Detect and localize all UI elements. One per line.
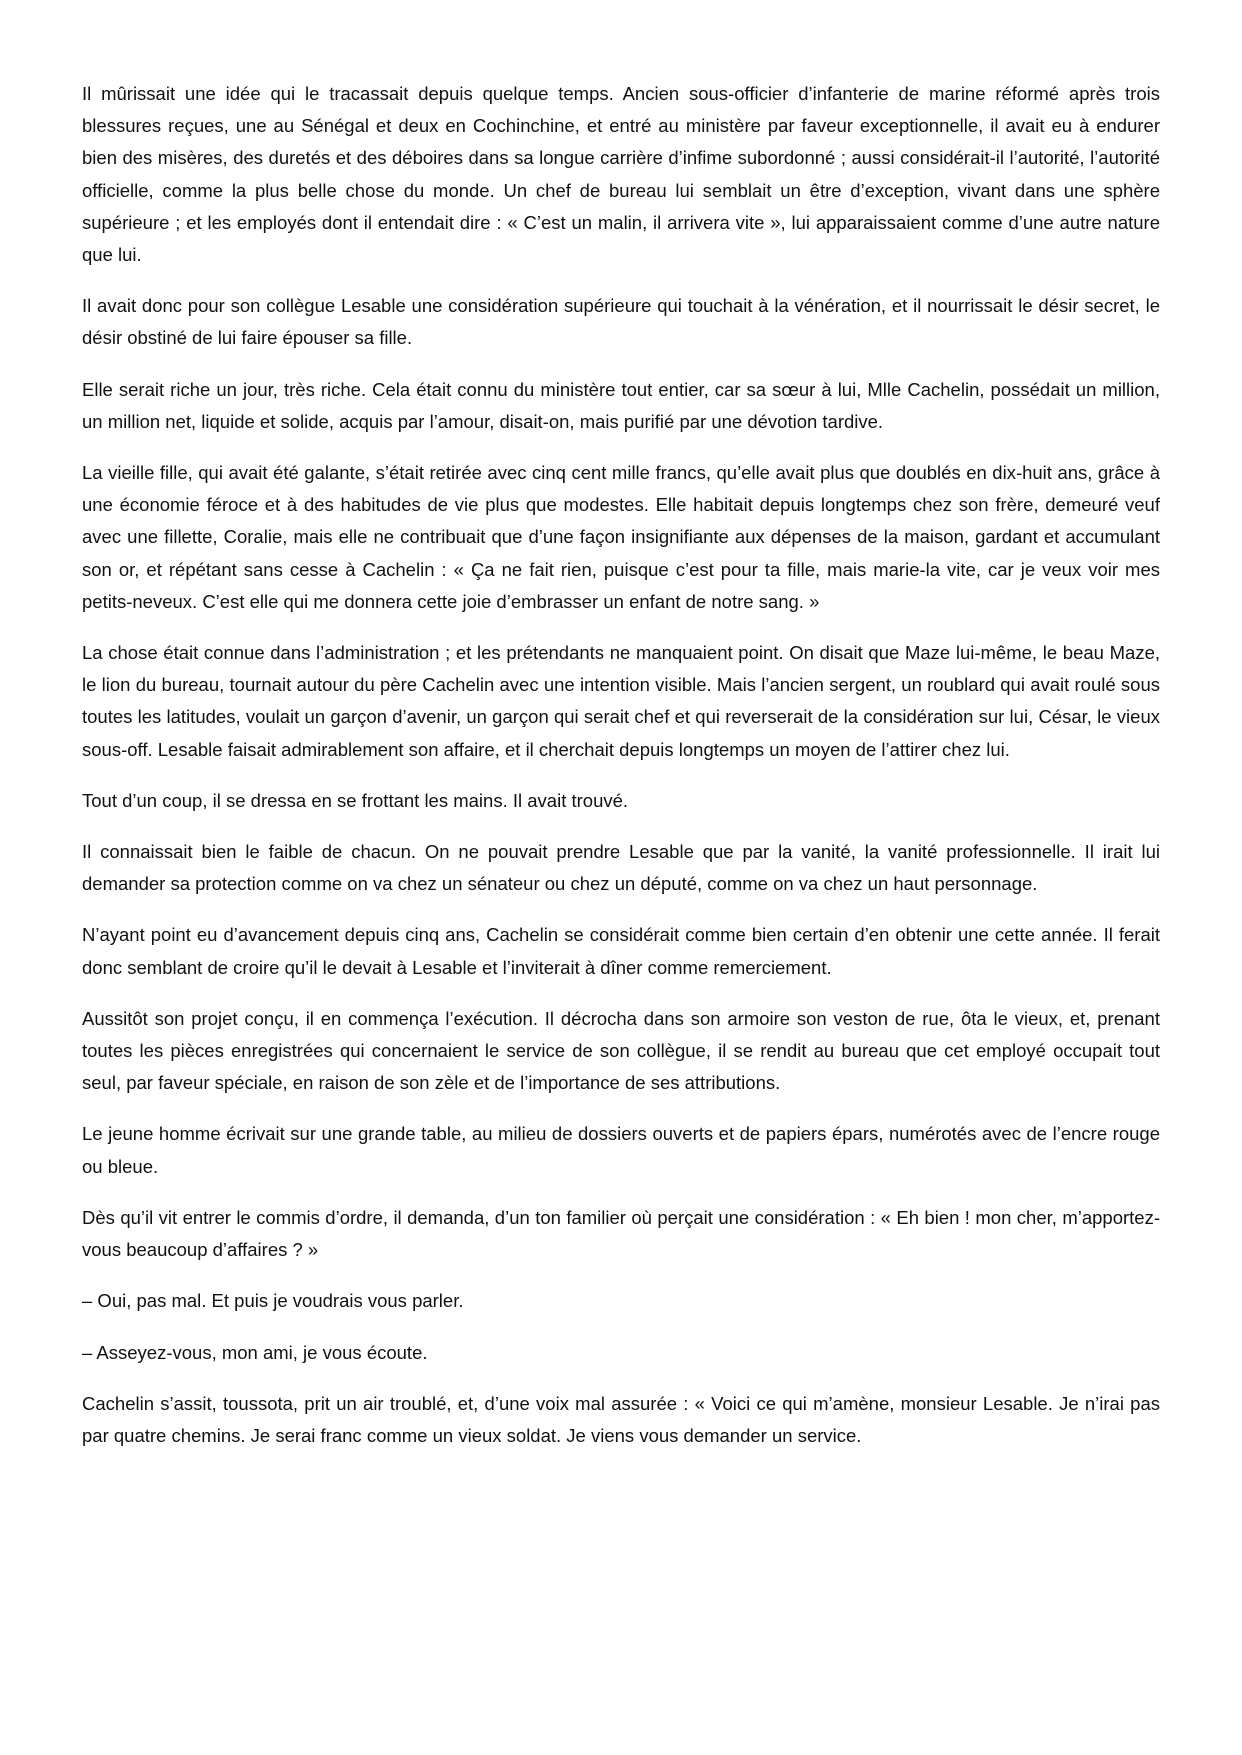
paragraph: N’ayant point eu d’avancement depuis cinq ans, Cachelin se considérait comme bien certain d’en obtenir une cette année. Il ferait donc semblant de croire qu’il le devait à Lesable et l’inviterait à dîner comme remerciement. [82,924,1160,978]
document-page [82,78,1160,1471]
paragraph: Elle serait riche un jour, très riche. Cela était connu du ministère tout entier, car sa sœur à lui, Mlle Cachelin, possédait un million, un million net, liquide et solide, acquis par l’amour, disait-on, mais purifié par une dévotion tardive. [82,378,1160,432]
dialogue-line: – Asseyez-vous, mon ami, je vous écoute. [82,1341,428,1363]
paragraph: Il avait donc pour son collègue Lesable une considération supérieure qui touchait à la vénération, et il nourrissait le désir secret, le désir obstiné de lui faire épouser sa fille. [82,295,1160,349]
paragraph: Le jeune homme écrivait sur une grande table, au milieu de dossiers ouverts et de papiers épars, numérotés avec de l’encre rouge ou bleue. [82,1123,1160,1177]
paragraph: Il mûrissait une idée qui le tracassait depuis quelque temps. Ancien sous-officier d’infanterie de marine réformé après trois blessures reçues, une au Sénégal et deux en Cochinchine, et entré au ministère par faveur exceptionnelle, il avait eu à endurer bien des misères, des duretés et des déboires dans sa longue carrière d’infime subordonné ; aussi considérait-il l’autorité, l’autorité officielle, comme la plus belle chose du monde. Un chef de bureau lui semblait un être d’exception, vivant dans une sphère supérieure ; et les employés dont il entendait dire : « C’est un malin, il arrivera vite », lui apparaissaient comme d’une autre nature que lui. [82,83,1160,266]
paragraph: Dès qu’il vit entrer le commis d’ordre, il demanda, d’un ton familier où perçait une considération : « Eh bien ! mon cher, m’apportez-vous beaucoup d’affaires ? » [82,1206,1160,1261]
paragraph: Aussitôt son projet conçu, il en commença l’exécution. Il décrocha dans son armoire son veston de rue, ôta le vieux, et, prenant toutes les pièces enregistrées qui concernaient le service de son collègue, il se rendit au bureau que cet employé occupait tout seul, par faveur spéciale, en raison de son zèle et de l’importance de ses attributions. [82,1007,1160,1094]
paragraph: La chose était connue dans l’administration ; et les prétendants ne manquaient point. On disait que Maze lui-même, le beau Maze, le lion du bureau, tournait autour du père Cachelin avec une intention visible. Mais l’ancien sergent, un roublard qui avait roulé sous toutes les latitudes, voulait un garçon d’avenir, un garçon qui serait chef et qui reverserait de la considération sur lui, César, le vieux sous-off. Lesable faisait admirablement son affaire, et il cherchait depuis longtemps un moyen de l’attirer chez lui. [82,642,1160,760]
paragraph: Tout d’un coup, il se dressa en se frottant les mains. Il avait trouvé. [82,789,629,811]
paragraph: Il connaissait bien le faible de chacun. On ne pouvait prendre Lesable que par la vanité, la vanité professionnelle. Il irait lui demander sa protection comme on va chez un sénateur ou chez un député, comme on va chez un haut personnage. [82,841,1160,895]
dialogue-line: – Oui, pas mal. Et puis je voudrais vous parler. [82,1290,464,1312]
paragraph: Cachelin s’assit, toussota, prit un air troublé, et, d’une voix mal assurée : « Voici ce qui m’amène, monsieur Lesable. Je n’irai pas par quatre chemins. Je serai franc comme un vieux soldat. Je viens vous demander un service. [82,1392,1160,1446]
paragraph: La vieille fille, qui avait été galante, s’était retirée avec cinq cent mille francs, qu’elle avait plus que doublés en dix-huit ans, grâce à une économie féroce et à des habitudes de vie plus que modestes. Elle habitait depuis longtemps chez son frère, demeuré veuf avec une fillette, Coralie, mais elle ne contribuait que d’une façon insignifiante aux dépenses de la maison, gardant et accumulant son or, et répétant sans cesse à Cachelin : « Ça ne fait rien, puisque c’est pour ta fille, mais marie-la vite, car je veux voir mes petits-neveux. C’est elle qui me donnera cette joie d’embrasser un enfant de notre sang. » [82,462,1160,612]
